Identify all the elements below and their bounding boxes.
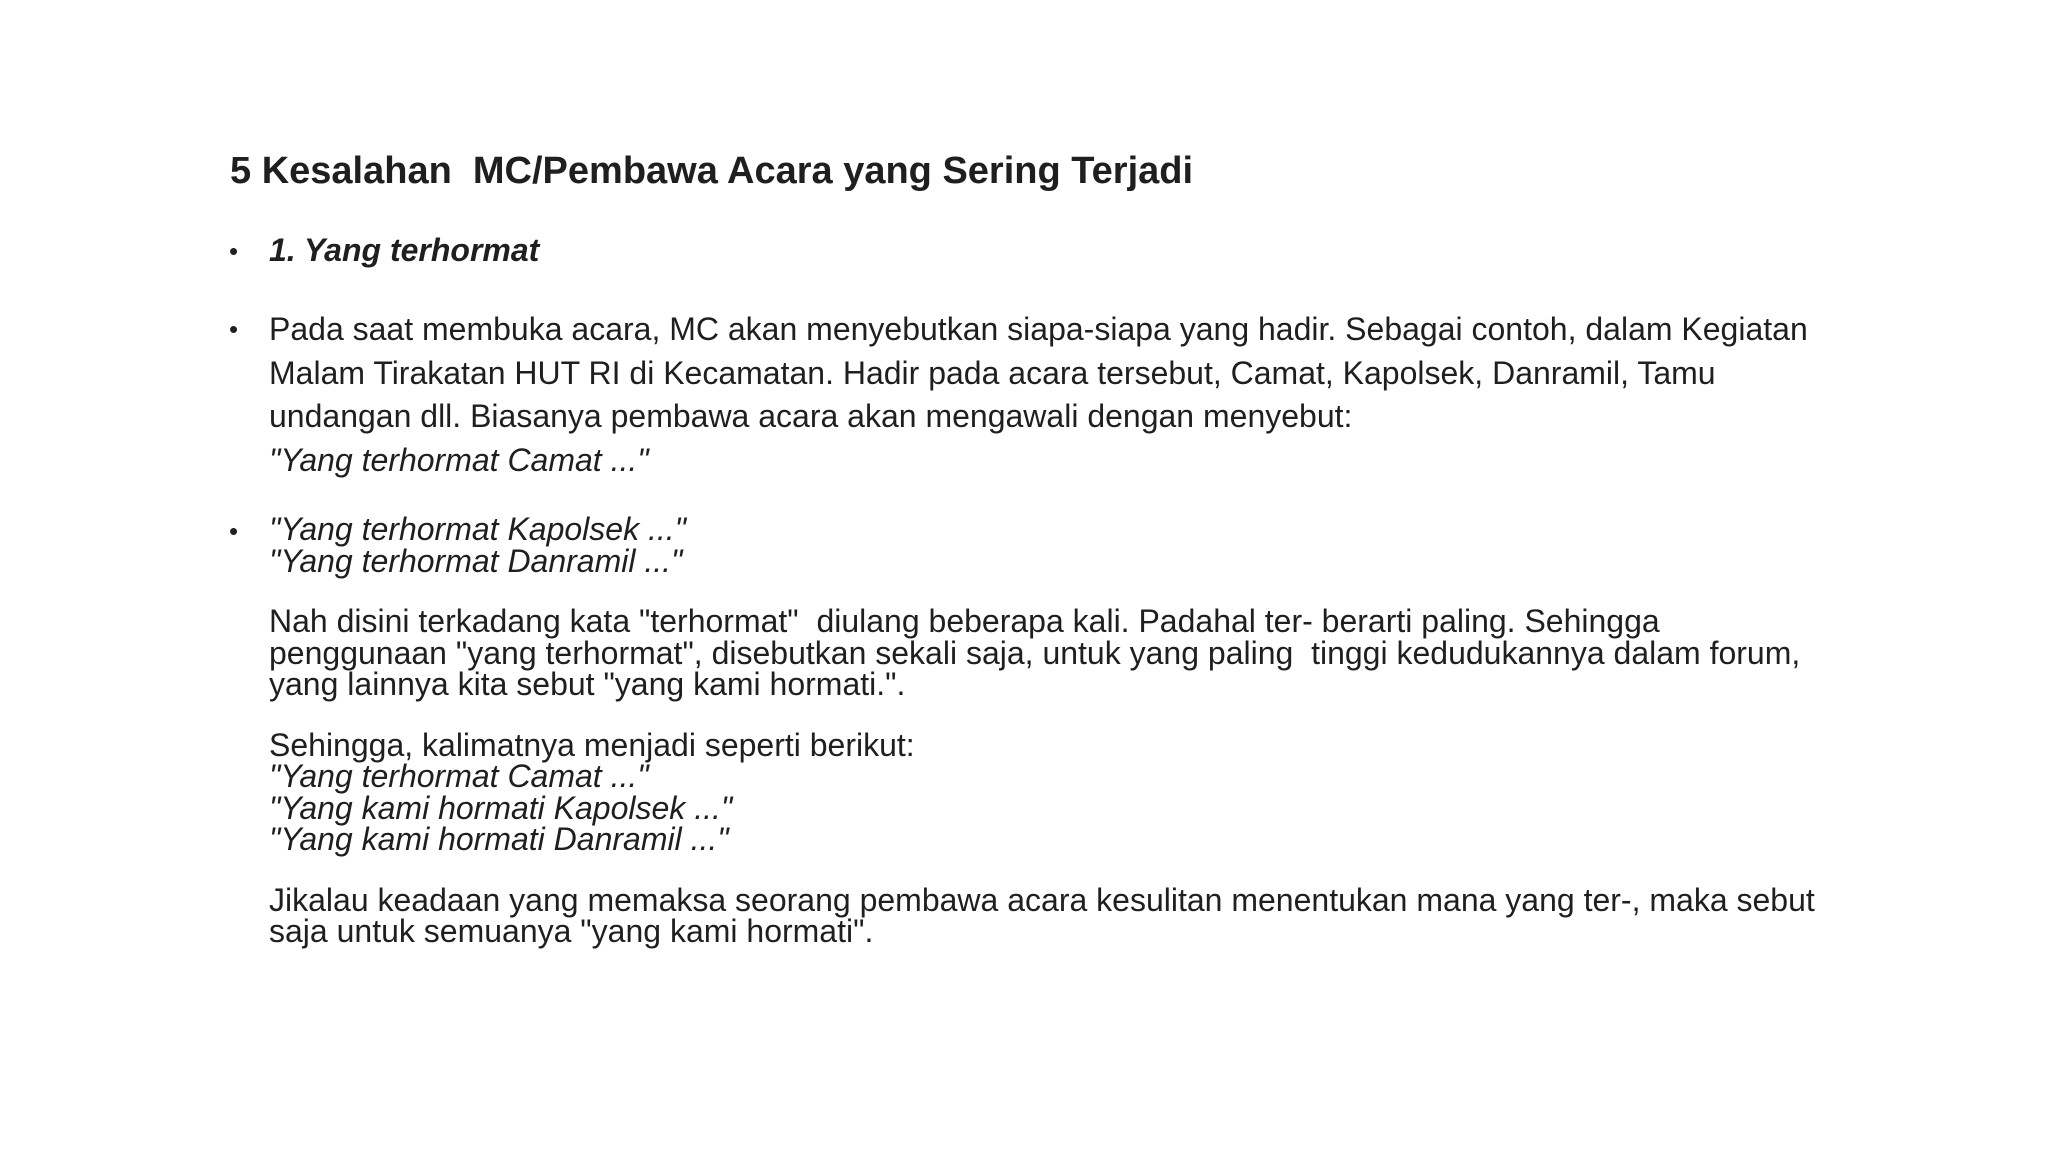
text-line: penggunaan "yang terhormat", disebutkan sekali saja, untuk yang paling tinggi kedudukannya dalam forum,	[269, 634, 1801, 671]
text-line: Malam Tirakatan HUT RI di Kecamatan. Hadir pada acara tersebut, Camat, Kapolsek, Danramil, Tamu	[269, 354, 1716, 391]
bullet-body	[269, 511, 1869, 949]
text-line: Pada saat membuka acara, MC akan menyebutkan siapa-siapa yang hadir. Sebagai contoh, dalam Kegiatan	[269, 311, 1808, 347]
quote-line: "Yang terhormat Camat ..."	[269, 758, 649, 794]
quote-line: "Yang terhormat Kapolsek ..."	[269, 511, 686, 547]
bullet-dot: •	[229, 236, 239, 266]
bullet-dot: •	[229, 516, 239, 546]
quote-line: "Yang kami hormati Danramil ..."	[269, 821, 729, 857]
text-line: Nah disini terkadang kata "terhormat" diulang beberapa kali. Padahal ter- berarti paling. Sehingga	[269, 603, 1660, 639]
bullet-body	[269, 308, 1869, 482]
slide-title: 5 Kesalahan MC/Pembawa Acara yang Sering Terjadi	[230, 150, 1194, 192]
text-line: Jikalau keadaan yang memaksa seorang pembawa acara kesulitan menentukan mana yang ter-, maka sebut	[269, 881, 1815, 918]
bullet-dot: •	[229, 314, 239, 344]
bullet-heading: 1. Yang terhormat	[269, 232, 540, 268]
text-line: Sehingga, kalimatnya menjadi seperti berikut:	[269, 726, 915, 763]
paragraph-gap	[269, 701, 1869, 730]
text-line: yang lainnya kita sebut "yang kami hormati.".	[269, 666, 906, 702]
paragraph-gap	[269, 577, 1869, 606]
quote-line: "Yang terhormat Danramil ..."	[269, 542, 683, 579]
text-line: undangan dll. Biasanya pembawa acara akan mengawali dengan menyebut:	[269, 398, 1353, 434]
quote-line: "Yang kami hormati Kapolsek ..."	[269, 789, 733, 826]
quote-line: "Yang terhormat Camat ..."	[269, 441, 649, 478]
text-line: saja untuk semuanya "yang kami hormati".	[269, 913, 874, 949]
paragraph-gap	[269, 856, 1869, 885]
